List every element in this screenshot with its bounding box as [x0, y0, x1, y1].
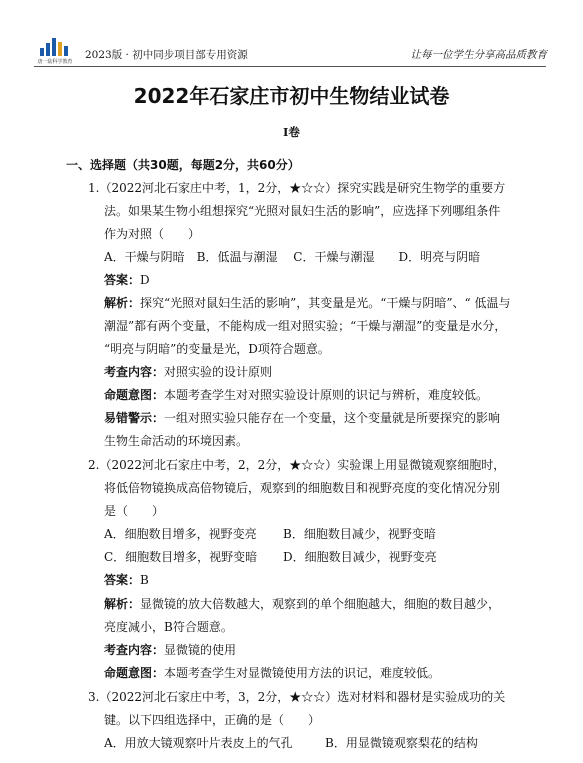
q3-stem-line1: 3.（2022河北石家庄中考，3，2分，★☆☆）选对材料和器材是实验成功的关: [88, 690, 506, 704]
warning-label: 易错警示：: [104, 411, 165, 425]
q2-answer: [104, 572, 149, 588]
intent-text: 本题考查学生对显微镜使用方法的识记，难度较低。: [164, 666, 441, 680]
q2-analysis-line1: [104, 596, 500, 612]
content-text: 显微镜的使用: [164, 643, 237, 657]
q2-option-d: D．细胞数目减少，视野变亮: [283, 550, 437, 564]
q1-stem-line2: 法。如果某生物小组想探究“光照对鼠妇生活的影响”，应选择下列哪组条件: [104, 204, 501, 218]
q2-stem-line1: 2.（2022河北石家庄中考，2，2分，★☆☆）实验课上用显微镜观察细胞时，: [88, 458, 506, 472]
section-heading: 一、选择题（共30题，每题2分，共60分）: [66, 158, 300, 172]
q2-content: [104, 642, 236, 658]
analysis-label: 解析：: [104, 296, 141, 310]
q2-option-b: B．细胞数目减少，视野变暗: [283, 527, 436, 541]
q1-intent: [104, 387, 488, 403]
intent-label: 命题意图：: [104, 666, 165, 680]
analysis-text: 探究“光照对鼠妇生活的影响”，其变量是光。“干燥与阴暗”、“ 低温与: [140, 296, 511, 310]
q1-analysis-line2: 潮湿”都有两个变量，不能构成一组对照实验；“干燥与潮湿”的变量是水分，: [104, 319, 507, 333]
content-text: 对照实验的设计原则: [164, 365, 273, 379]
q3-stem-line2: 键。以下四组选择中，正确的是（ ）: [104, 713, 321, 727]
q2-option-a: A．细胞数目增多，视野变亮: [104, 527, 257, 541]
q1-warning-line1: [104, 410, 500, 426]
q1-analysis-line3: “明亮与阴暗”的变量是光，D项符合题意。: [104, 342, 330, 356]
header-divider: [34, 66, 546, 67]
q2-intent: [104, 665, 440, 681]
q3-option-b: B．用显微镜观察梨花的结构: [325, 736, 478, 750]
answer-label: 答案：: [104, 573, 141, 587]
analysis-label: 解析：: [104, 597, 141, 611]
q1-stem-line1: 1.（2022河北石家庄中考，1，2分，★☆☆）探究实践是研究生物学的重要方: [88, 181, 506, 195]
q3-option-a: A．用放大镜观察叶片表皮上的气孔: [104, 736, 293, 750]
logo-text: 唐一陆科学教育: [37, 59, 73, 65]
q1-warning-line2: 生物生命活动的环境因素。: [104, 434, 249, 448]
intent-text: 本题考查学生对对照实验设计原则的识记与辨析，难度较低。: [164, 388, 489, 402]
q1-stem-line3: 作为对照（ ）: [104, 227, 201, 241]
answer-value: B: [140, 573, 149, 587]
answer-value: D: [140, 273, 150, 287]
content-label: 考查内容：: [104, 365, 165, 379]
q2-stem-line2: 将低倍物镜换成高倍物镜后，观察到的细胞数目和视野亮度的变化情况分别: [104, 481, 501, 495]
header-left-text: 2023版 · 初中同步项目部专用资源: [85, 49, 248, 61]
q1-options: A．干燥与阴暗 B．低温与潮湿 C．干燥与潮湿 D．明亮与阴暗: [104, 250, 481, 264]
q1-content: [104, 364, 272, 380]
page-header: [0, 0, 583, 70]
q2-option-c: C．细胞数目增多，视野变暗: [104, 550, 258, 564]
q1-answer: [104, 272, 150, 288]
content-label: 考查内容：: [104, 643, 165, 657]
header-right-text: 让每一位学生分享高品质教育: [410, 49, 547, 61]
answer-label: 答案：: [104, 273, 141, 287]
intent-label: 命题意图：: [104, 388, 165, 402]
publisher-logo: [34, 36, 76, 70]
analysis-text: 显微镜的放大倍数越大，观察到的单个细胞越大，细胞的数目越少，: [140, 597, 501, 611]
warning-text: 一组对照实验只能存在一个变量，这个变量就是所要探究的影响: [164, 411, 501, 425]
q2-stem-line3: 是（ ）: [104, 504, 165, 518]
bar-chart-icon: [40, 36, 70, 56]
q1-analysis-line1: [104, 295, 511, 311]
volume-label: I卷: [283, 125, 300, 139]
q2-analysis-line2: 亮度减小，B符合题意。: [104, 620, 233, 634]
page-title: 2022年石家庄市初中生物结业试卷: [133, 84, 450, 108]
